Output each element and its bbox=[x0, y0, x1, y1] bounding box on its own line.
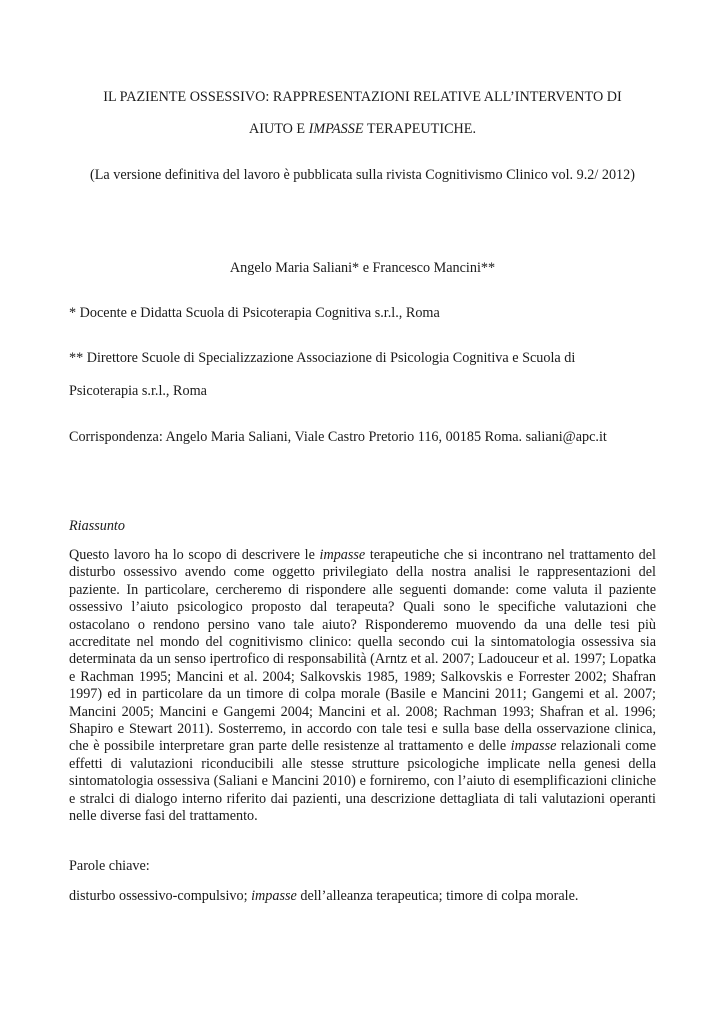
affiliation-2-line-2: Psicoterapia s.r.l., Roma bbox=[69, 383, 207, 399]
abstract-heading-text: Riassunto bbox=[69, 518, 125, 534]
affiliation-1: * Docente e Didatta Scuola di Psicoterapia Cognitiva s.r.l., Roma bbox=[69, 305, 440, 321]
keywords-text-1: disturbo ossessivo-compulsivo; bbox=[69, 888, 252, 904]
abstract-emphasis-2: impasse bbox=[510, 738, 557, 755]
abstract-text-2: terapeutiche che si incontrano nel trattamento del disturbo ossessivo avendo come oggetto privilegiato della nostra analisi le rappresentazioni del paziente. In particolare, cercheremo di rispondere alle seguenti domande: come valuta il paziente ossessivo l’aiuto psicologico proposto dal terapeuta? Quali sono le specifiche valutazioni che ostacolano o rendono persino vano tale aiuto? Risponderemo muovendo da una delle tesi più accreditate nel mondo del cognitivismo clinico: quella secondo cui la sintomatologia ossessiva sia determinata da un senso ipertrofico di responsabilità (Arntz et al. 2007; Ladouceur et al. 1997; Lopatka e Rachman 1995; Mancini et al. 2004; Salkovskis 1985, 1989; Salkovskis e Forrester 2002; Shafran 1997) ed in particolare da un timore di colpa morale (Basile e Mancini 2011; Gangemi et al. 2007; Mancini 2005; Mancini e Gangemi 2004; Mancini et al. 2008; Rachman 1993; Shafran et al. 1996; Shapiro e Stewart 2011). Sosterremo, in accordo con tale tesi e sulla base della osservazione clinica, che è possibile interpretare gran parte delle resistenze al trattamento e delle bbox=[69, 547, 656, 755]
title-line-1 bbox=[60, 88, 665, 106]
keywords-list bbox=[69, 887, 578, 905]
keywords-emphasis: impasse bbox=[251, 888, 297, 904]
keywords-text-2: dell’alleanza terapeutica; timore di colpa morale. bbox=[296, 888, 579, 904]
abstract-body bbox=[69, 547, 656, 826]
affiliation-2-line-1: ** Direttore Scuole di Specializzazione Associazione di Psicologia Cognitiva e Scuola di bbox=[69, 350, 576, 366]
abstract-text-1: Questo lavoro ha lo scopo di descrivere le bbox=[69, 547, 320, 563]
title-emphasis: IMPASSE bbox=[308, 121, 364, 137]
abstract-emphasis-1: impasse bbox=[319, 547, 366, 563]
title-text-1: IL PAZIENTE OSSESSIVO: RAPPRESENTAZIONI RELATIVE ALL’INTERVENTO DI bbox=[103, 89, 622, 105]
abstract-text-3: relazionali come effetti di valutazioni riconducibili alle stesse strutture psicologiche implicate nella genesi della sintomatologia ossessiva (Saliani e Mancini 2010) e forniremo, con l’aiuto di esemplificazioni cliniche e stralci di dialogo interno riferito dai pazienti, una descrizione dettagliata di tali valutazioni operanti nelle diverse fasi del trattamento. bbox=[69, 738, 656, 825]
abstract-heading bbox=[69, 517, 125, 535]
authors: Angelo Maria Saliani* e Francesco Mancini** bbox=[229, 260, 496, 276]
keywords-heading: Parole chiave: bbox=[69, 858, 150, 874]
title-line-2 bbox=[60, 120, 665, 138]
correspondence: Corrispondenza: Angelo Maria Saliani, Viale Castro Pretorio 116, 00185 Roma. saliani@apc.it bbox=[69, 429, 607, 445]
title-text-2a: AIUTO E bbox=[249, 121, 309, 137]
publication-note: (La versione definitiva del lavoro è pubblicata sulla rivista Cognitivismo Clinico vol. 9.2/ 2012) bbox=[90, 167, 635, 183]
title-text-2b: TERAPEUTICHE. bbox=[363, 121, 476, 137]
